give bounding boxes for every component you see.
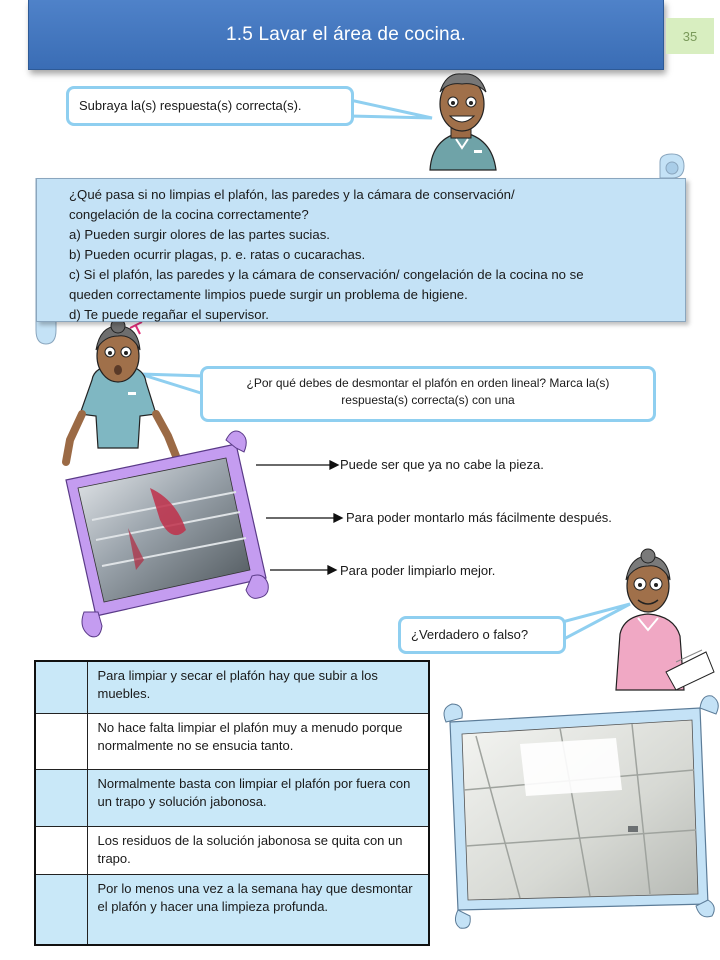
table-row xyxy=(35,874,429,945)
table-row xyxy=(35,826,429,874)
instruction-bubble xyxy=(66,86,354,126)
statement-cell: Para limpiar y secar el plafón hay que subir a los muebles. xyxy=(87,661,429,713)
question-bubble-line2: respuesta(s) correcta(s) con una xyxy=(341,393,515,407)
character-man-icon xyxy=(430,74,496,170)
scroll-photo-duct xyxy=(66,431,268,637)
character-woman-shrug-icon xyxy=(66,319,176,462)
option-b[interactable]: b) Pueden ocurrir plagas, p. e. ratas o cucarachas. xyxy=(69,247,366,262)
answer-cell[interactable] xyxy=(35,770,87,826)
answer-cell[interactable] xyxy=(35,713,87,769)
option-c-line1[interactable]: c) Si el plafón, las paredes y la cámara de conservación/ congelación de la cocina no se xyxy=(69,267,584,282)
table-row xyxy=(35,770,429,826)
question-line: congelación de la cocina correctamente? xyxy=(69,207,309,222)
option-c-line2[interactable]: queden correctamente limpios puede surgir un problema de higiene. xyxy=(69,287,468,302)
option-a[interactable]: a) Pueden surgir olores de las partes sucias. xyxy=(69,227,330,242)
true-false-text: ¿Verdadero o falso? xyxy=(411,627,529,642)
answer-option-2[interactable]: Para poder montarlo más fácilmente después. xyxy=(346,510,612,525)
scroll-photo-ceiling xyxy=(444,696,718,929)
question-line: ¿Qué pasa si no limpias el plafón, las paredes y la cámara de conservación/ xyxy=(69,187,515,202)
statement-cell: Normalmente basta con limpiar el plafón por fuera con un trapo y solución jabonosa. xyxy=(87,770,429,826)
true-false-bubble xyxy=(398,616,566,654)
answer-cell[interactable] xyxy=(35,874,87,945)
page-title: 1.5 Lavar el área de cocina. xyxy=(225,23,467,45)
page-number: 35 xyxy=(666,18,714,54)
statement-cell: No hace falta limpiar el plafón muy a menudo porque normalmente no se ensucia tanto. xyxy=(87,713,429,769)
bubble-tail-2 xyxy=(140,374,204,394)
arrows xyxy=(256,461,342,574)
answer-cell[interactable] xyxy=(35,826,87,874)
question-scroll xyxy=(36,178,686,322)
answer-cell[interactable] xyxy=(35,661,87,713)
statement-cell: Los residuos de la solución jabonosa se quita con un trapo. xyxy=(87,826,429,874)
instruction-text: Subraya la(s) respuesta(s) correcta(s). xyxy=(79,98,302,113)
option-d[interactable]: d) Te puede regañar el supervisor. xyxy=(69,307,269,322)
answer-option-3[interactable]: Para poder limpiarlo mejor. xyxy=(340,563,496,578)
character-woman-clipboard-icon xyxy=(616,549,714,690)
bubble-tail-1 xyxy=(350,100,432,118)
question-text xyxy=(69,185,669,325)
table-row xyxy=(35,661,429,713)
question-bubble xyxy=(200,366,656,422)
true-false-table xyxy=(34,660,430,946)
question-bubble-line1: ¿Por qué debes de desmontar el plafón en orden lineal? Marca la(s) xyxy=(246,376,610,390)
table-row xyxy=(35,713,429,769)
answer-option-1[interactable]: Puede ser que ya no cabe la pieza. xyxy=(340,457,544,472)
statement-cell: Por lo menos una vez a la semana hay que desmontar el plafón y hacer una limpieza profunda. xyxy=(87,874,429,945)
